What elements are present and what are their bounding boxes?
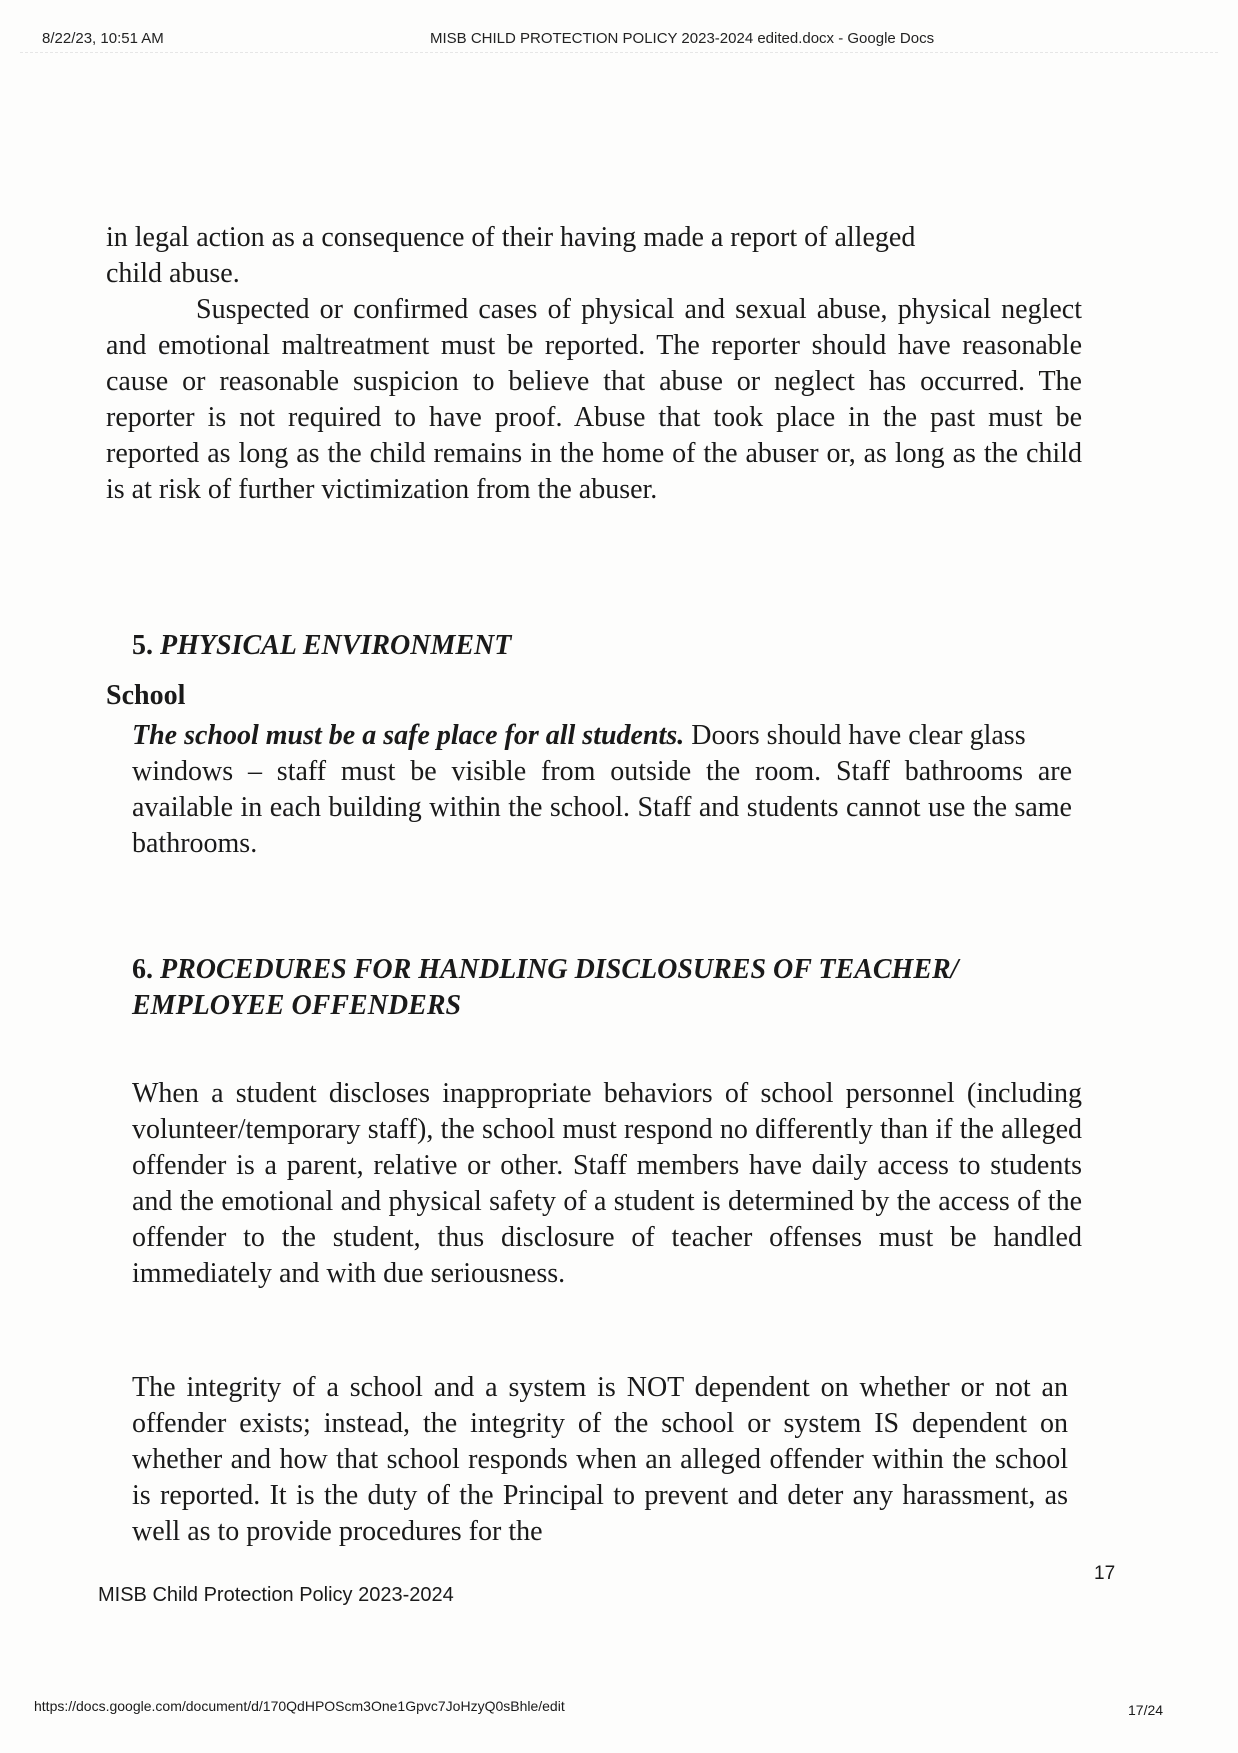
section-5-heading [132,630,511,662]
print-page-count: 17/24 [1128,1702,1164,1718]
paragraph-text: Doors should have clear glass [684,720,1026,751]
paragraph-reporting: Suspected or confirmed cases of physical and sexual abuse, physical neglect and emotional maltreatment must be reported. The reporter should have reasonable cause or reasonable suspicion to believe that abuse or neglect has occurred. The reporter is not required to have proof. Abuse that took place in the past must be reported as long as the child remains in the home of the abuser or, as long as the child is at risk of further victimization from the abuser. [106,294,1082,505]
header-divider [20,52,1218,53]
section-6-heading [132,952,1092,1024]
print-document-title: MISB CHILD PROTECTION POLICY 2023-2024 edited.docx - Google Docs [430,30,935,47]
print-datetime: 8/22/23, 10:51 AM [42,30,164,47]
print-url: https://docs.google.com/document/d/170QdHPOScm3One1Gpvc7JoHzyQ0sBhle/edit [34,1698,565,1714]
emphasis-text: The school must be a safe place for all students. [132,720,685,751]
paragraph-line: in legal action as a consequence of their having made a report of alleged [106,222,916,253]
paragraph-integrity: The integrity of a school and a system is NOT dependent on whether or not an offender exists; instead, the integrity of the school or system IS dependent on whether and how that school responds when an alleged offender within the school is reported. It is the duty of the Principal to prevent and deter any harassment, as well as to provide procedures for the [132,1372,1068,1547]
subheading-school: School [106,680,186,711]
page-number: 17 [1094,1563,1116,1584]
section-number: 6. [132,954,153,985]
footer-document-title: MISB Child Protection Policy 2023-2024 [98,1584,454,1606]
section-number: 5. [132,630,153,661]
paragraph-physical-environment [132,718,1072,862]
paragraph-disclosure: When a student discloses inappropriate behaviors of school personnel (including volunteer/temporary staff), the school must respond no differently than if the alleged offender is a parent, relative or other. Staff members have daily access to students and the emotional and physical safety of a student is determined by the access of the offender to the student, thus disclosure of teacher offenses must be handled immediately and with due seriousness. [132,1078,1082,1289]
paragraph-line: child abuse. [106,258,240,289]
section-title: PHYSICAL ENVIRONMENT [160,630,512,661]
paragraph-text: windows – staff must be visible from outside the room. Staff bathrooms are available in each building within the school. Staff and students cannot use the same bathrooms. [132,756,1072,859]
section-title-line: EMPLOYEE OFFENDERS [132,990,462,1021]
section-title-line: PROCEDURES FOR HANDLING DISCLOSURES OF TEACHER/ [160,954,959,985]
paragraph-continuation [106,220,1082,292]
